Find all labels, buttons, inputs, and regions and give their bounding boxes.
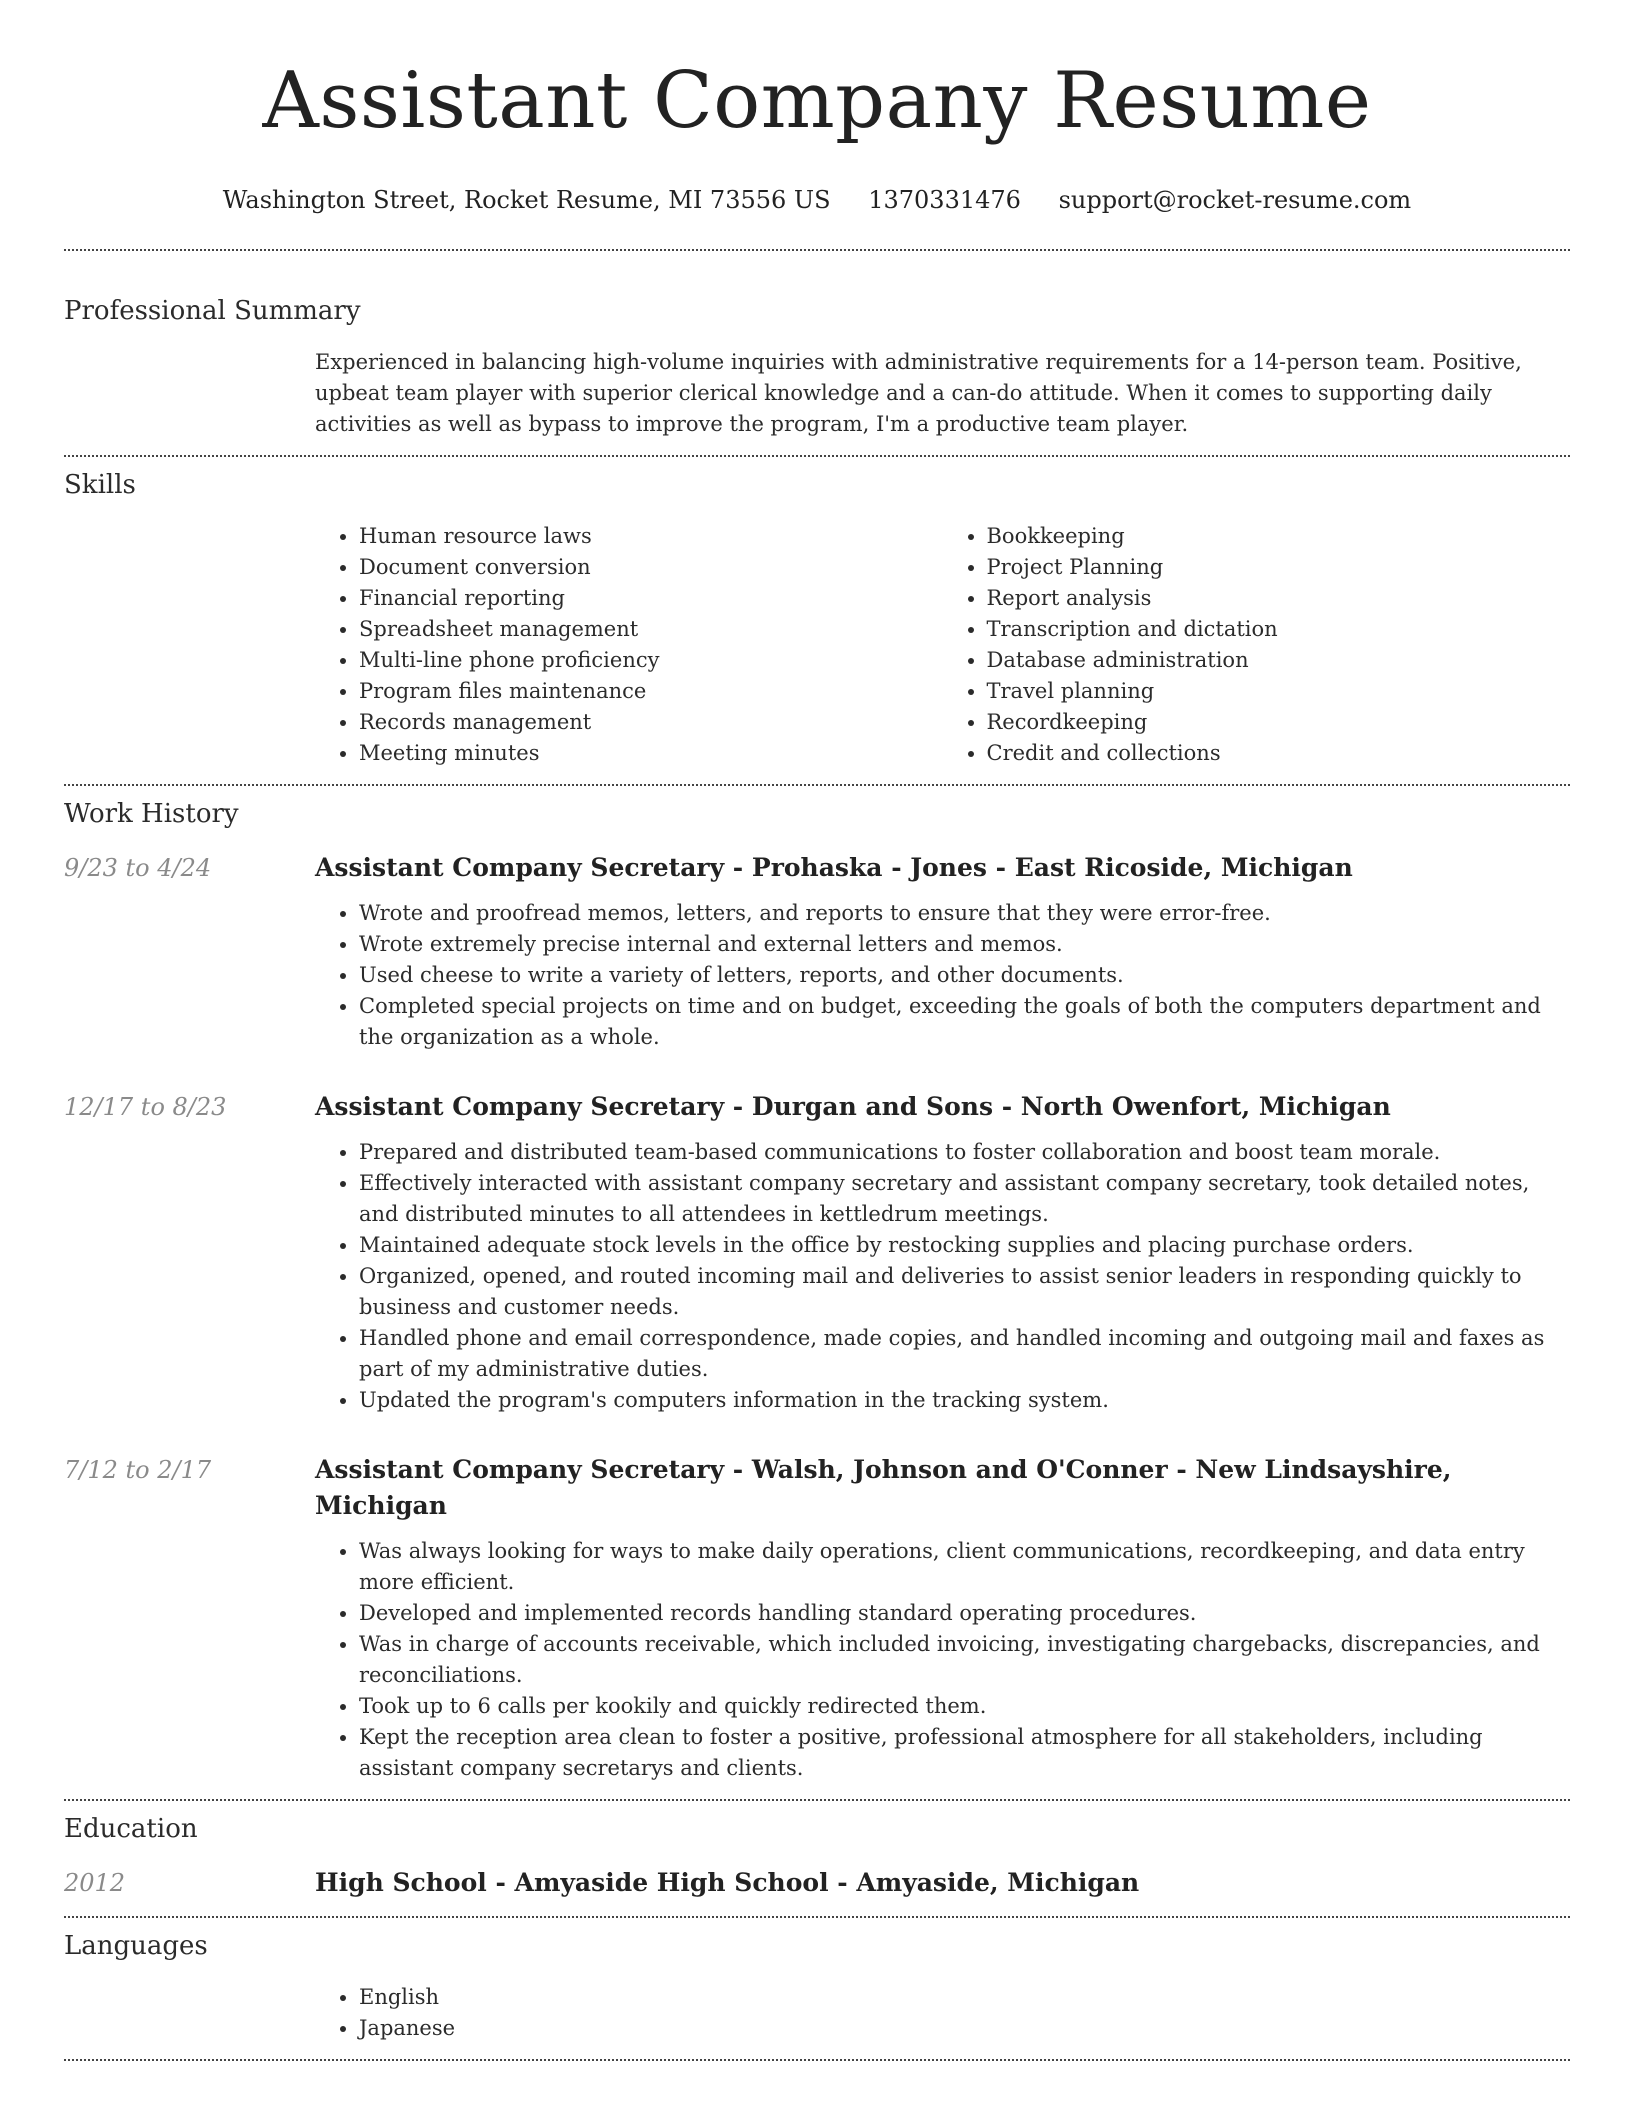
job-bullet: • Handled phone and email correspondence, made copies, and handled incoming and outgoing mail and faxes as part of my administrative duties. [359,1323,1570,1385]
languages-section [64,1930,1570,2044]
job-bullet: • Organized, opened, and routed incoming mail and deliveries to assist senior leaders in responding quickly to business and customer needs. [359,1261,1570,1323]
skills-heading: Skills [64,470,136,500]
job-bullet: • Completed special projects on time and on budget, exceeding the goals of both the computers department and the organization as a whole. [359,991,1570,1053]
divider [64,1916,1570,1918]
skill-item: • Spreadsheet management [359,614,943,645]
skill-item: • Bookkeeping [987,521,1571,552]
job-bullet: • Was in charge of accounts receivable, which included invoicing, investigating chargebacks, discrepancies, and reconciliations. [359,1629,1570,1691]
job-entry [64,850,1570,1053]
skills-section [64,469,1570,769]
contact-address: Washington Street, Rocket Resume, MI 73556 US [222,186,831,214]
languages-heading: Languages [64,1931,208,1961]
skill-item: • Multi-line phone proficiency [359,645,943,676]
job-bullet: • Wrote extremely precise internal and external letters and memos. [359,929,1570,960]
job-bullet: • Developed and implemented records handling standard operating procedures. [359,1598,1570,1629]
skill-item: • Financial reporting [359,583,943,614]
education-section [64,1813,1570,1901]
job-bullet: • Used cheese to write a variety of letters, reports, and other documents. [359,960,1570,991]
divider [64,1799,1570,1801]
job-bullets [315,1137,1570,1416]
job-bullet: • Kept the reception area clean to foster a positive, professional atmosphere for all stakeholders, including assistant company secretarys and clients. [359,1722,1570,1784]
summary-heading: Professional Summary [64,296,361,326]
job-title: Assistant Company Secretary - Durgan and Sons - North Owenfort, Michigan [315,1092,1391,1121]
job-bullets [315,1536,1570,1784]
summary-text: Experienced in balancing high-volume inquiries with administrative requirements for a 14-person team. Positive, upbeat team player with superior clerical knowledge and a can-do attitude. When it comes to supporting daily activities as well as bypass to improve the program, I'm a productive team player. [315,350,1522,436]
job-bullet: • Updated the program's computers information in the tracking system. [359,1385,1570,1416]
job-title: Assistant Company Secretary - Walsh, Johnson and O'Conner - New Lindsayshire, Michigan [315,1455,1452,1520]
skills-columns [315,521,1570,769]
summary-section [64,295,1570,440]
job-bullet: • Prepared and distributed team-based communications to foster collaboration and boost team morale. [359,1137,1570,1168]
skill-item: • Human resource laws [359,521,943,552]
work-heading: Work History [64,799,239,829]
job-entry [64,1089,1570,1416]
skill-item: • Records management [359,707,943,738]
divider [64,784,1570,786]
contact-line [64,184,1570,216]
skill-item: • Program files maintenance [359,676,943,707]
job-bullet: • Took up to 6 calls per kookily and quickly redirected them. [359,1691,1570,1722]
contact-phone: 1370331476 [868,186,1021,214]
resume-page [64,0,1570,2061]
languages-list [315,1982,1570,2044]
job-bullets [315,898,1570,1053]
divider [64,249,1570,251]
job-bullet: • Effectively interacted with assistant company secretary and assistant company secretary, took detailed notes, and distributed minutes to all attendees in kettledrum meetings. [359,1168,1570,1230]
job-entry [64,1452,1570,1784]
skill-item: • Transcription and dictation [987,614,1571,645]
resume-title: Assistant Company Resume [262,56,1372,146]
skill-item: • Project Planning [987,552,1571,583]
skill-item: • Recordkeeping [987,707,1571,738]
job-date: 12/17 to 8/23 [64,1093,227,1121]
skills-list-right [943,521,1571,769]
contact-email: support@rocket-resume.com [1058,186,1412,214]
work-section [64,798,1570,1784]
education-date: 2012 [64,1869,126,1897]
skill-item: • Travel planning [987,676,1571,707]
skill-item: • Meeting minutes [359,738,943,769]
divider [64,455,1570,457]
skill-item: • Database administration [987,645,1571,676]
job-title: Assistant Company Secretary - Prohaska - Jones - East Ricoside, Michigan [315,853,1353,882]
job-bullet: • Maintained adequate stock levels in the office by restocking supplies and placing purchase orders. [359,1230,1570,1261]
education-entry [64,1865,1570,1901]
skill-item: • Report analysis [987,583,1571,614]
language-item: • English [359,1982,1570,2013]
education-title: High School - Amyaside High School - Amyaside, Michigan [315,1868,1140,1897]
language-item: • Japanese [359,2013,1570,2044]
skills-list-left [315,521,943,769]
job-bullet: • Was always looking for ways to make daily operations, client communications, recordkeeping, and data entry more efficient. [359,1536,1570,1598]
job-date: 9/23 to 4/24 [64,854,212,882]
education-heading: Education [64,1814,198,1844]
job-bullet: • Wrote and proofread memos, letters, and reports to ensure that they were error-free. [359,898,1570,929]
skill-item: • Document conversion [359,552,943,583]
skill-item: • Credit and collections [987,738,1571,769]
divider [64,2059,1570,2061]
job-date: 7/12 to 2/17 [64,1456,212,1484]
